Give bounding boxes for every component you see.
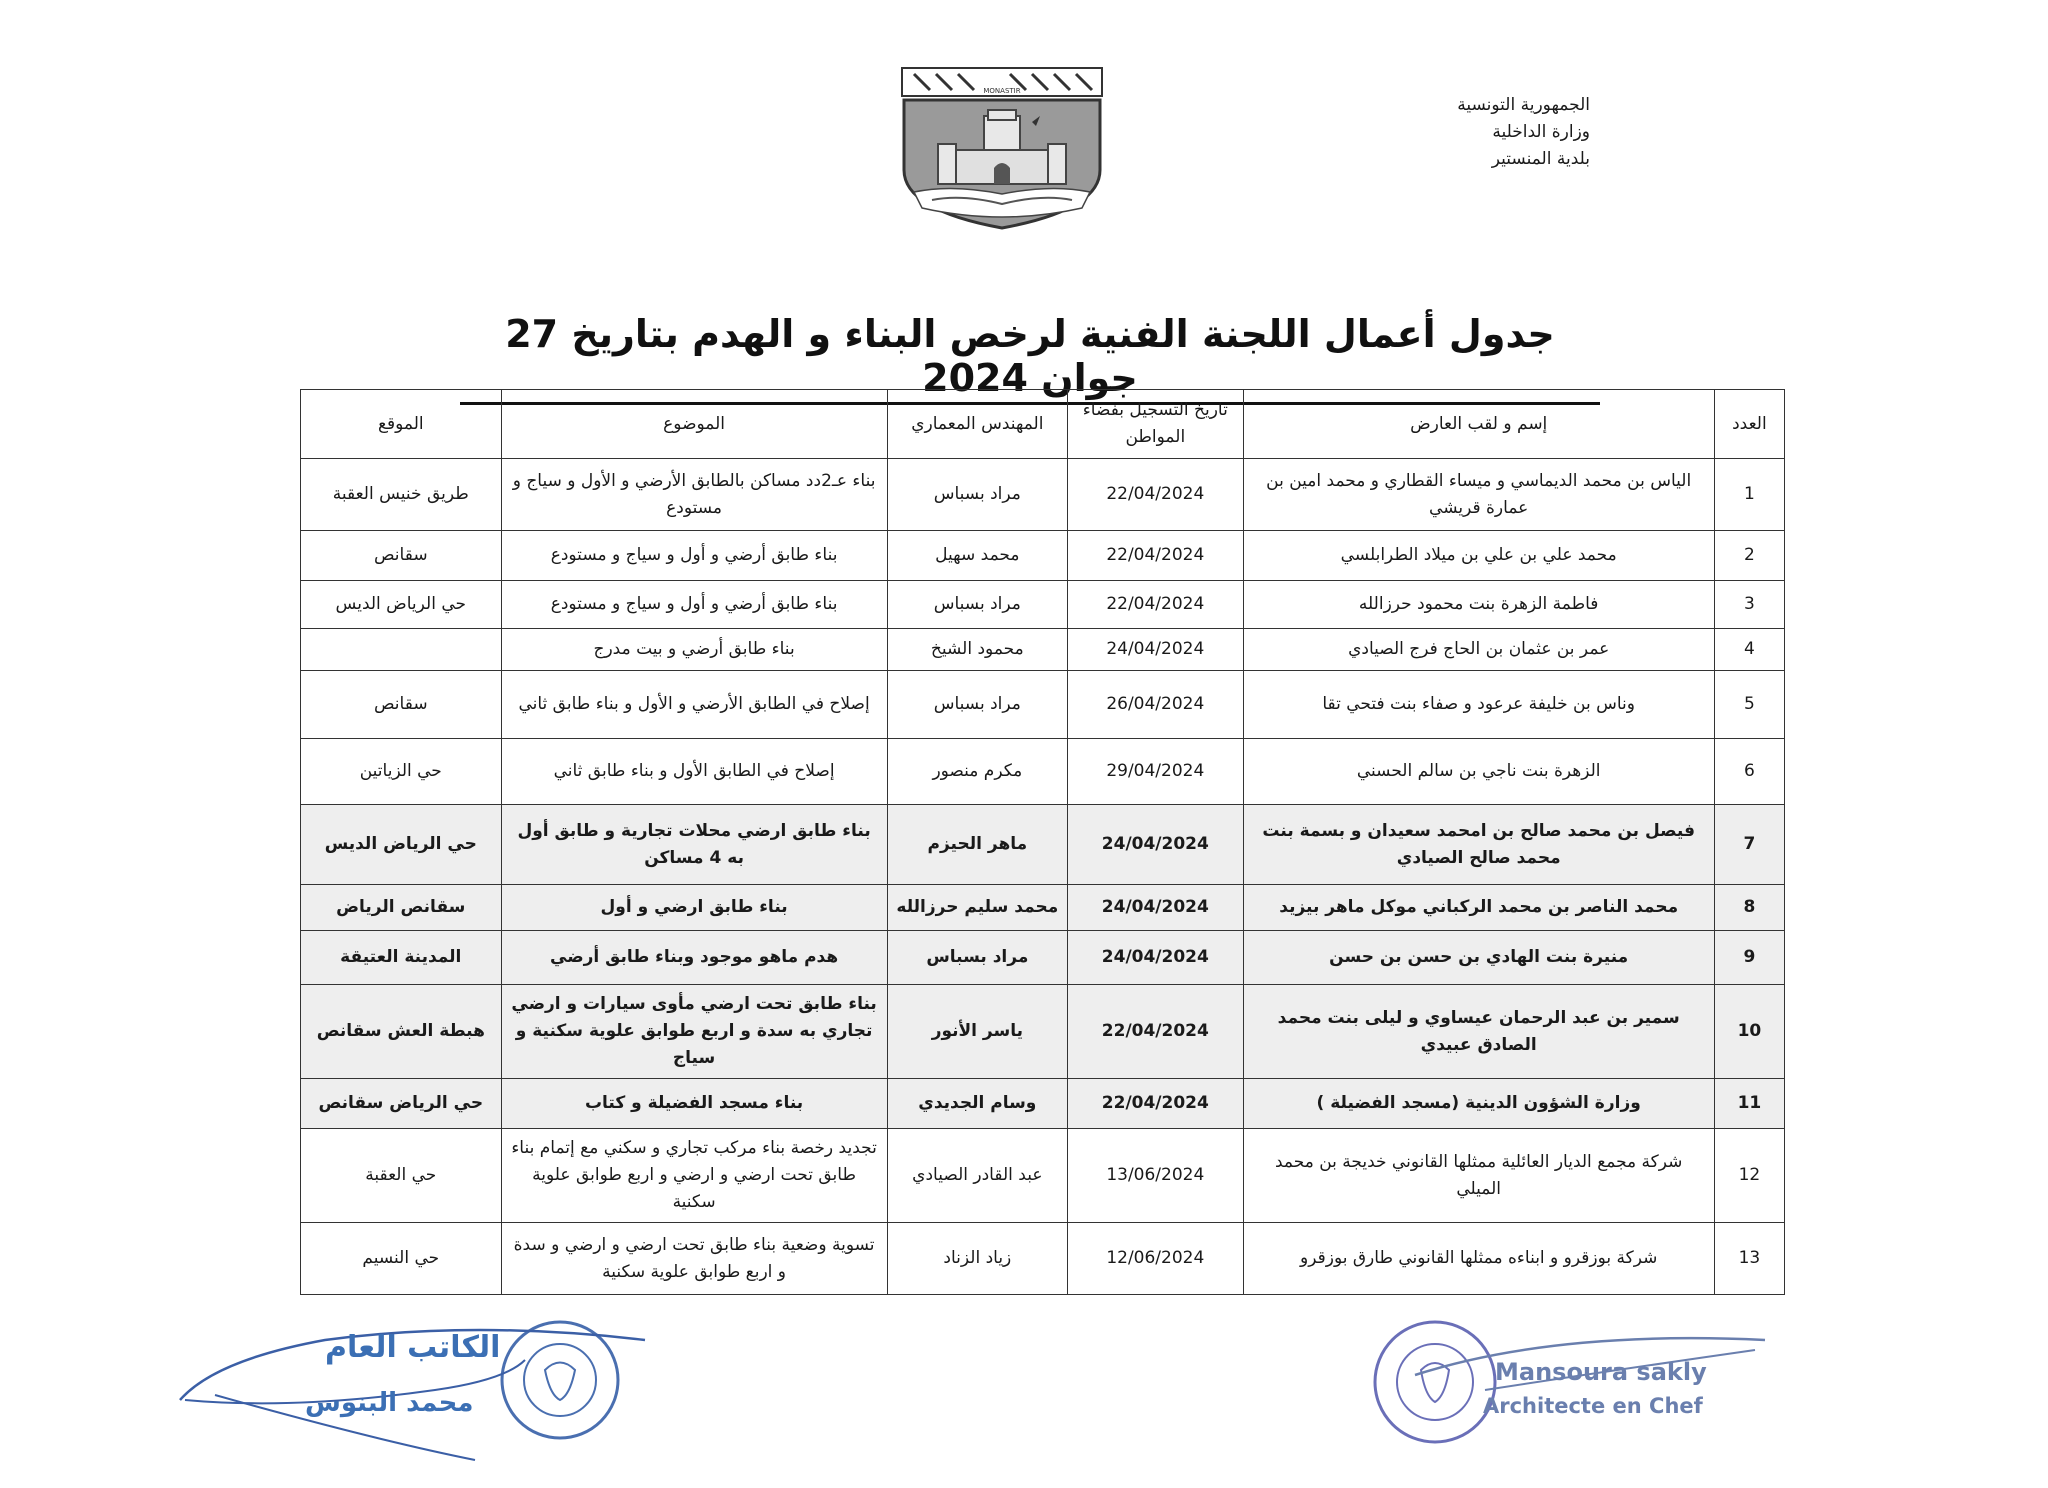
cell-name: محمد علي بن علي بن ميلاد الطرابلسي xyxy=(1243,531,1714,581)
cell-engineer: عبد القادر الصيادي xyxy=(887,1129,1067,1223)
cell-location: سقانص الرياض xyxy=(301,885,502,931)
crest-banner-text: MONASTIR xyxy=(983,87,1021,95)
cell-location: حي العقبة xyxy=(301,1129,502,1223)
cell-engineer: وسام الجديدي xyxy=(887,1079,1067,1129)
cell-date: 29/04/2024 xyxy=(1068,739,1243,805)
cell-subject: بناء طابق أرضي و أول و سياج و مستودع xyxy=(501,531,887,581)
col-header-date: تاريخ التسجيل بفضاء المواطن xyxy=(1068,390,1243,459)
cell-subject: بناء مسجد الفضيلة و كتاب xyxy=(501,1079,887,1129)
municipality-name: بلدية المنستير xyxy=(1491,149,1590,169)
cell-engineer: زياد الزناد xyxy=(887,1223,1067,1295)
cell-location: حي النسيم xyxy=(301,1223,502,1295)
cell-date: 24/04/2024 xyxy=(1068,931,1243,985)
cell-name: الياس بن محمد الديماسي و ميساء القطاري و محمد امين بن عمارة قريشي xyxy=(1243,459,1714,531)
cell-name: محمد الناصر بن محمد الركباني موكل ماهر بيزيد xyxy=(1243,885,1714,931)
cell-subject: إصلاح في الطابق الأرضي و الأول و بناء طابق ثاني xyxy=(501,671,887,739)
cell-date: 24/04/2024 xyxy=(1068,885,1243,931)
cell-subject: هدم ماهو موجود وبناء طابق أرضي xyxy=(501,931,887,985)
chief-architect-signature-block xyxy=(1355,1300,1775,1470)
cell-name: وناس بن خليفة عرعود و صفاء بنت فتحي تقا xyxy=(1243,671,1714,739)
cell-num: 3 xyxy=(1714,581,1784,629)
cell-date: 24/04/2024 xyxy=(1068,629,1243,671)
cell-name: شركة مجمع الديار العائلية ممثلها القانوني خديجة بن محمد الميلي xyxy=(1243,1129,1714,1223)
secretary-general-signature-block xyxy=(175,1300,655,1480)
cell-engineer: ماهر الحيزم xyxy=(887,805,1067,885)
municipality-crest-logo xyxy=(892,60,1112,230)
cell-num: 6 xyxy=(1714,739,1784,805)
cell-location: حي الرياض الديس xyxy=(301,581,502,629)
table-row xyxy=(301,805,1785,885)
cell-date: 22/04/2024 xyxy=(1068,985,1243,1079)
col-header-location: الموقع xyxy=(301,390,502,459)
cell-location: حي الرياض الديس xyxy=(301,805,502,885)
cell-engineer: مراد بسباس xyxy=(887,671,1067,739)
cell-num: 2 xyxy=(1714,531,1784,581)
cell-date: 22/04/2024 xyxy=(1068,1079,1243,1129)
cell-engineer: محمد سليم حرزالله xyxy=(887,885,1067,931)
country-name: الجمهورية التونسية xyxy=(1457,95,1590,115)
table-row xyxy=(301,581,1785,629)
cell-subject: تجديد رخصة بناء مركب تجاري و سكني مع إتمام بناء طابق تحت ارضي و ارضي و اربع طوابق علوية سكنية xyxy=(501,1129,887,1223)
cell-engineer: مراد بسباس xyxy=(887,931,1067,985)
col-header-engineer: المهندس المعماري xyxy=(887,390,1067,459)
cell-date: 12/06/2024 xyxy=(1068,1223,1243,1295)
cell-location: حي الرياض سقانص xyxy=(301,1079,502,1129)
cell-subject: تسوية وضعية بناء طابق تحت ارضي و ارضي و سدة و اربع طوابق علوية سكنية xyxy=(501,1223,887,1295)
cell-name: وزارة الشؤون الدينية (مسجد الفضيلة ) xyxy=(1243,1079,1714,1129)
cell-name: سمير بن عبد الرحمان عيساوي و ليلى بنت محمد الصادق عبيدي xyxy=(1243,985,1714,1079)
cell-subject: بناء طابق أرضي و بيت مدرج xyxy=(501,629,887,671)
cell-subject: بناء عـ2دد مساكن بالطابق الأرضي و الأول و سياج و مستودع xyxy=(501,459,887,531)
cell-num: 4 xyxy=(1714,629,1784,671)
table-row xyxy=(301,1079,1785,1129)
cell-location: حي الزياتين xyxy=(301,739,502,805)
cell-date: 22/04/2024 xyxy=(1068,531,1243,581)
cell-engineer: ياسر الأنور xyxy=(887,985,1067,1079)
table-row xyxy=(301,931,1785,985)
table-row xyxy=(301,1223,1785,1295)
cell-num: 9 xyxy=(1714,931,1784,985)
ministry-name: وزارة الداخلية xyxy=(1492,122,1590,142)
cell-num: 12 xyxy=(1714,1129,1784,1223)
cell-subject: بناء طابق أرضي و أول و سياج و مستودع xyxy=(501,581,887,629)
cell-engineer: مراد بسباس xyxy=(887,581,1067,629)
cell-subject: بناء طابق ارضي محلات تجارية و طابق أول به 4 مساكن xyxy=(501,805,887,885)
cell-num: 13 xyxy=(1714,1223,1784,1295)
col-header-subject: الموضوع xyxy=(501,390,887,459)
chief-architect-role: Architecte en Chef xyxy=(1483,1394,1703,1418)
cell-location: طريق خنيس العقبة xyxy=(301,459,502,531)
cell-subject: بناء طابق تحت ارضي مأوى سيارات و ارضي تجاري به سدة و اربع طوابق علوية سكنية و سياج xyxy=(501,985,887,1079)
cell-name: الزهرة بنت ناجي بن سالم الحسني xyxy=(1243,739,1714,805)
cell-engineer: مكرم منصور xyxy=(887,739,1067,805)
cell-name: منيرة بنت الهادي بن حسن بن حسن xyxy=(1243,931,1714,985)
cell-location: سقانص xyxy=(301,531,502,581)
table-row xyxy=(301,459,1785,531)
cell-location: هبطة العش سقانص xyxy=(301,985,502,1079)
cell-engineer: محمود الشيخ xyxy=(887,629,1067,671)
page-title-text: جدول أعمال اللجنة الفنية لرخص البناء و الهدم بتاريخ 27 جوان 2024 xyxy=(460,312,1600,405)
cell-subject: إصلاح في الطابق الأول و بناء طابق ثاني xyxy=(501,739,887,805)
table-row xyxy=(301,739,1785,805)
cell-num: 5 xyxy=(1714,671,1784,739)
cell-date: 24/04/2024 xyxy=(1068,805,1243,885)
cell-engineer: محمد سهيل xyxy=(887,531,1067,581)
table-header-row xyxy=(301,390,1785,459)
col-header-name: إسم و لقب العارض xyxy=(1243,390,1714,459)
issuer-header xyxy=(1360,92,1590,173)
table-row xyxy=(301,1129,1785,1223)
cell-date: 22/04/2024 xyxy=(1068,581,1243,629)
cell-location: سقانص xyxy=(301,671,502,739)
cell-num: 11 xyxy=(1714,1079,1784,1129)
cell-location: المدينة العتيقة xyxy=(301,931,502,985)
cell-subject: بناء طابق ارضي و أول xyxy=(501,885,887,931)
cell-num: 1 xyxy=(1714,459,1784,531)
cell-location xyxy=(301,629,502,671)
agenda-table xyxy=(300,389,1785,1295)
table-row xyxy=(301,671,1785,739)
chief-architect-name: Mansoura sakly xyxy=(1495,1358,1707,1386)
cell-date: 26/04/2024 xyxy=(1068,671,1243,739)
table-row xyxy=(301,985,1785,1079)
table-row xyxy=(301,629,1785,671)
table-row xyxy=(301,531,1785,581)
cell-date: 13/06/2024 xyxy=(1068,1129,1243,1223)
table-row xyxy=(301,885,1785,931)
cell-name: عمر بن عثمان بن الحاج فرج الصيادي xyxy=(1243,629,1714,671)
cell-name: فاطمة الزهرة بنت محمود حرزالله xyxy=(1243,581,1714,629)
col-header-num: العدد xyxy=(1714,390,1784,459)
cell-name: شركة بوزقرو و ابناءه ممثلها القانوني طارق بوزقرو xyxy=(1243,1223,1714,1295)
cell-engineer: مراد بسباس xyxy=(887,459,1067,531)
cell-name: فيصل بن محمد صالح بن امحمد سعيدان و بسمة بنت محمد صالح الصيادي xyxy=(1243,805,1714,885)
cell-date: 22/04/2024 xyxy=(1068,459,1243,531)
cell-num: 8 xyxy=(1714,885,1784,931)
cell-num: 10 xyxy=(1714,985,1784,1079)
secretary-general-name: محمد البنوس xyxy=(305,1388,474,1418)
cell-num: 7 xyxy=(1714,805,1784,885)
secretary-general-title: الكاتب العام xyxy=(325,1330,501,1365)
